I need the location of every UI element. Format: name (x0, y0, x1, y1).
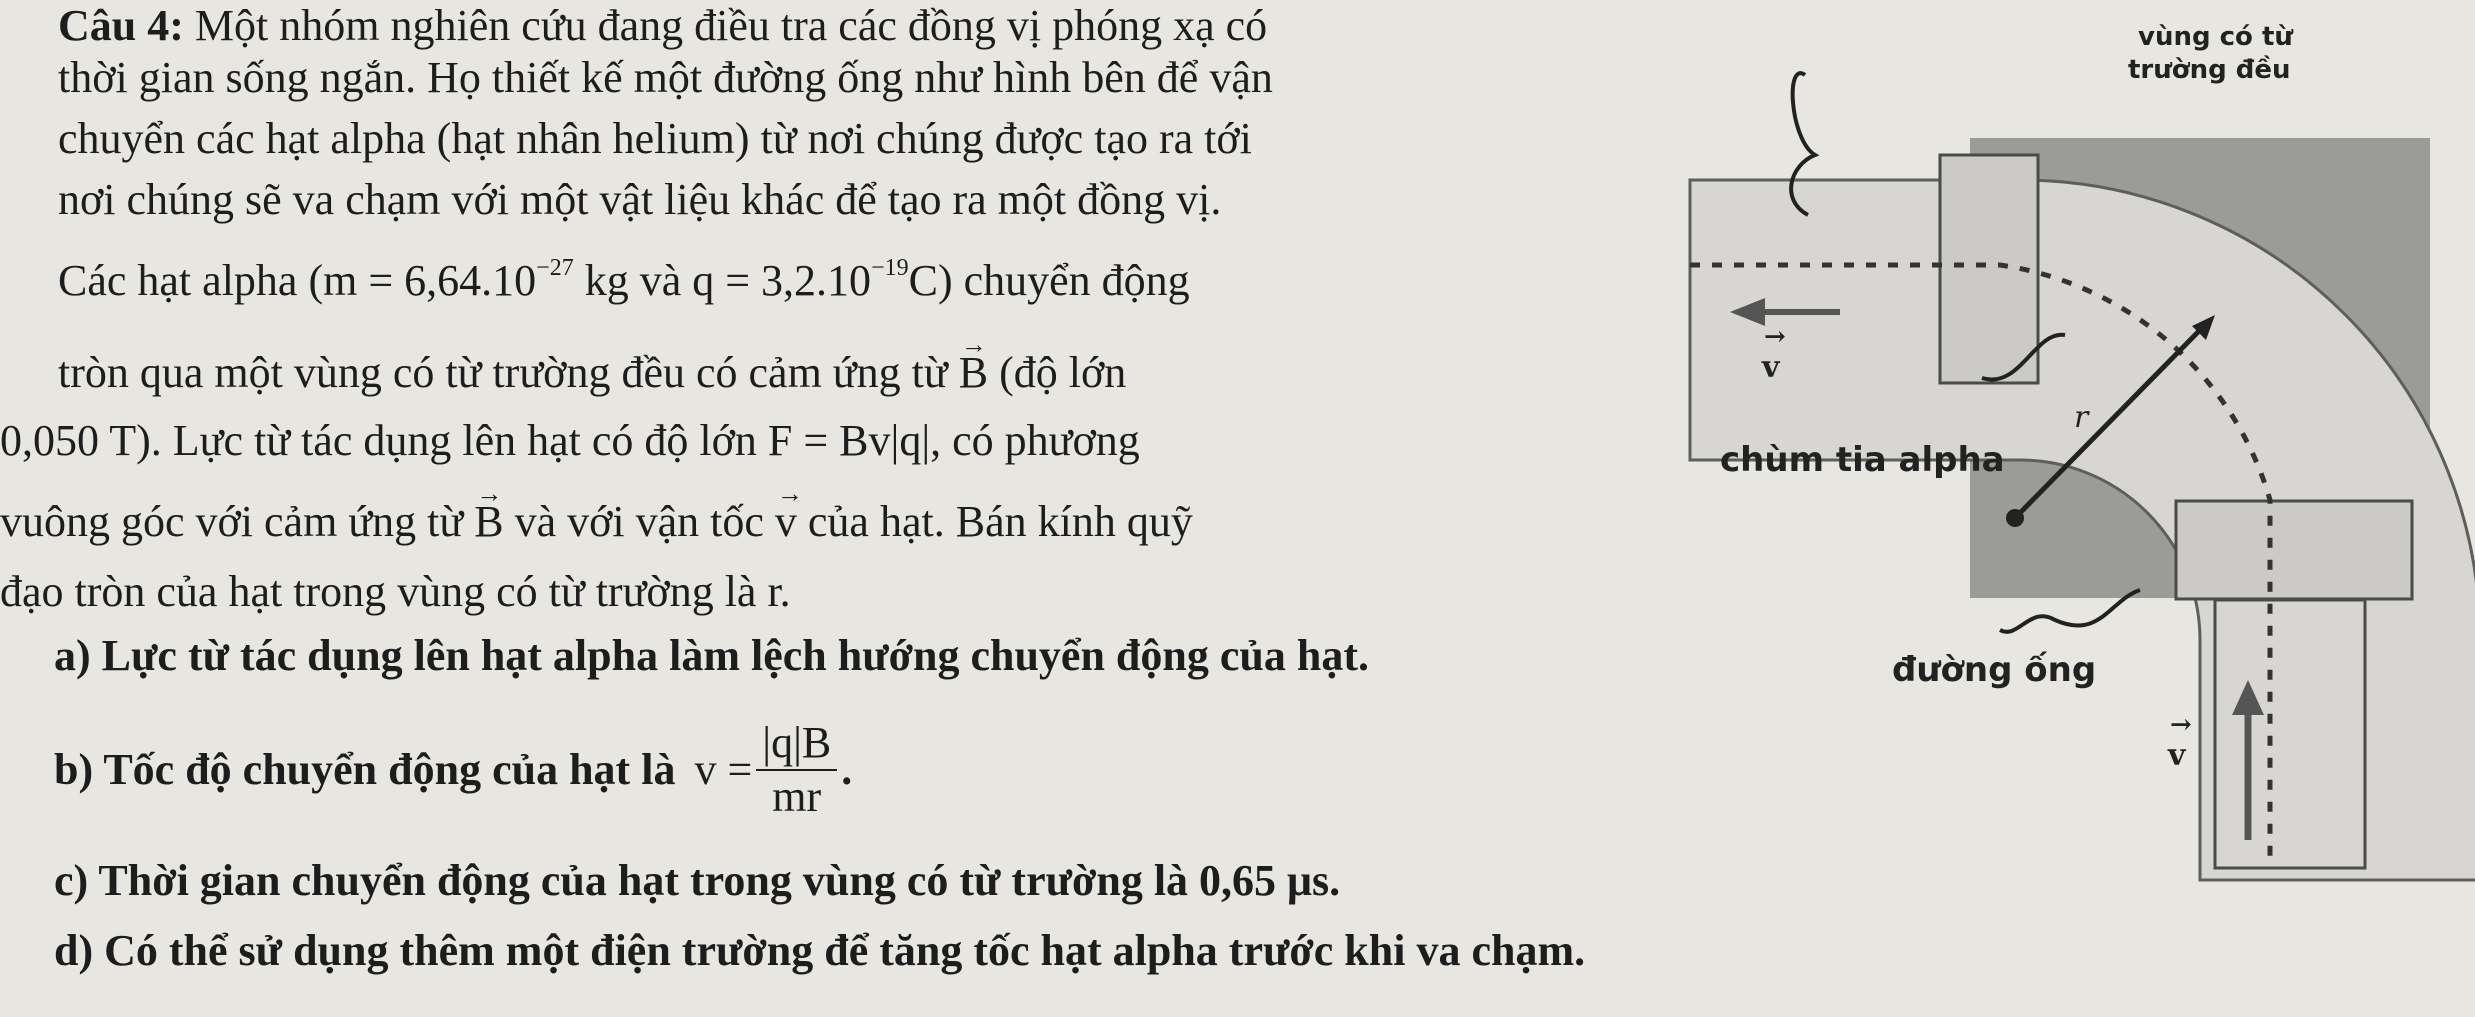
question-line-5: Các hạt alpha ($m = 6,64.10^{-27}$ kg và $q = 3,2.10^{-19}C$) chuyển động (58, 255, 1190, 305)
beam-label: chùm tia alpha (1720, 440, 2005, 480)
vector-v: → v (775, 496, 797, 548)
statement-b: b) Tốc độ chuyển động của hạt là v = $\frac{|q|B}{mr}$ . (54, 718, 853, 821)
radius-label: r (2074, 400, 2089, 435)
question-line-9: đạo tròn của hạt trong vùng có từ trường là r. (0, 567, 791, 616)
charge-value: q = 3,2.10 (692, 256, 872, 305)
field-region-label-2: trường đều (2128, 55, 2291, 85)
pipe-label: đường ống (1892, 650, 2097, 690)
field-region-label-1: vùng có từ (2138, 22, 2293, 52)
vector-b: → B (474, 496, 503, 548)
pipe-bottom-section (2215, 600, 2365, 868)
velocity-label-bottom: → v (2168, 738, 2185, 773)
question-line-7: 0,050 T). Lực từ tác dụng lên hạt có độ lớn F = Bv|q|, có phương (0, 416, 1140, 465)
question-line-2: thời gian sống ngắn. Họ thiết kế một đường ống như hình bên để vận (58, 53, 1273, 102)
question-line-6: tròn qua một vùng có từ trường đều có cảm ứng từ → B (độ lớn (58, 347, 1126, 399)
statement-c: c) Thời gian chuyển động của hạt trong vùng có từ trường là 0,65 μs. (54, 856, 1341, 905)
velocity-label-top: → v (1762, 350, 1779, 385)
question-heading: Câu 4: (58, 1, 184, 50)
statement-a: a) Lực từ tác dụng lên hạt alpha làm lệch hướng chuyển động của hạt. (54, 631, 1369, 680)
speed-formula: $\frac{|q|B}{mr}$ (756, 717, 837, 823)
pipe-flange-bottom (2176, 501, 2412, 599)
statement-d: d) Có thể sử dụng thêm một điện trường để tăng tốc hạt alpha trước khi va chạm. (54, 926, 1586, 975)
question-line-3: chuyển các hạt alpha (hạt nhân helium) từ nơi chúng được tạo ra tới (58, 114, 1252, 163)
question-line-4: nơi chúng sẽ va chạm với một vật liệu khác để tạo ra một đồng vị. (58, 175, 1222, 224)
mass-value: m = 6,64.10 (323, 256, 537, 305)
question-line-8: vuông góc với cảm ứng từ → B và với vận tốc → v của hạt. Bán kính quỹ (0, 496, 1193, 548)
vector-b: → B (959, 347, 988, 399)
question-line-1: Câu 4: Một nhóm nghiên cứu đang điều tra các đồng vị phóng xạ có (58, 1, 1268, 50)
